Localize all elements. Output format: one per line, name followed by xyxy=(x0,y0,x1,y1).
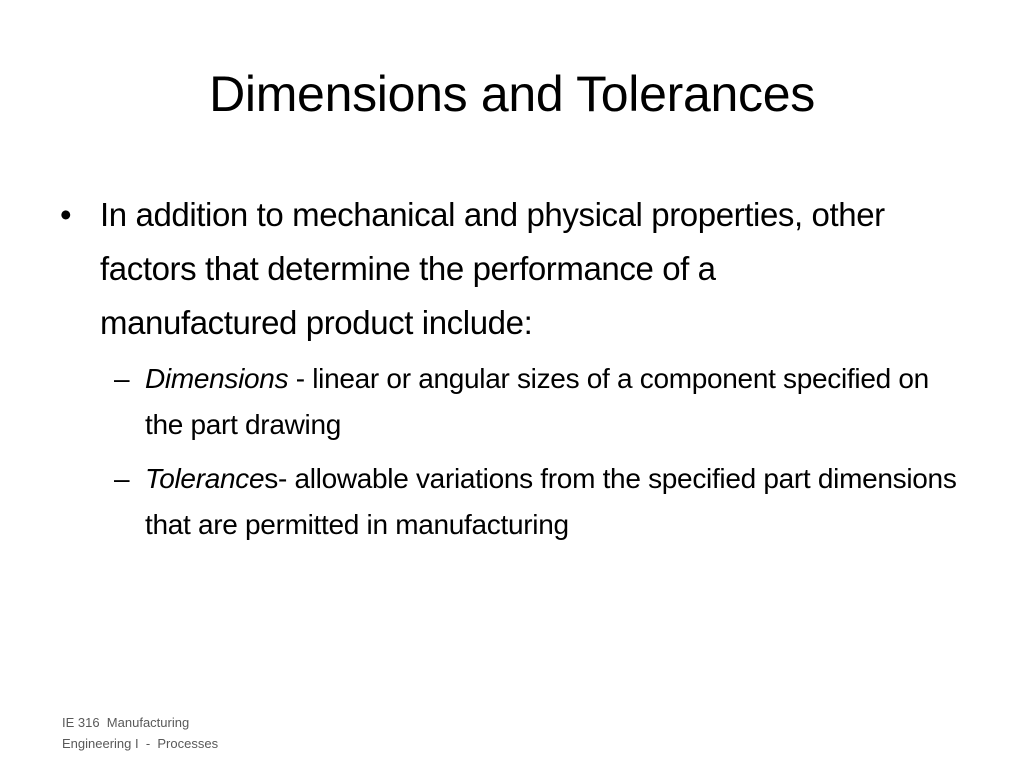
slide-footer xyxy=(62,712,218,754)
footer-line-1: IE 316 Manufacturing xyxy=(62,715,190,730)
sub-bullet-dimensions xyxy=(114,356,965,448)
footer-line-2: Engineering I - Processes xyxy=(62,736,219,751)
slide-title: Dimensions and Tolerances xyxy=(209,66,815,122)
sub-bullet-tolerances-text: s- allowable variations from the specified part dimensions that are permitted in manufacturing xyxy=(145,463,957,540)
slide-body xyxy=(60,188,980,548)
bullet-main-text: In addition to mechanical and physical properties, other factors that determine the performance of a manufactured product include: xyxy=(100,196,885,341)
dash-icon: – xyxy=(114,363,130,394)
dash-icon: – xyxy=(114,463,130,494)
term-tolerances: Tolerance xyxy=(145,463,265,494)
term-dimensions: Dimensions xyxy=(145,363,289,394)
bullet-dot-icon: • xyxy=(60,196,72,233)
bullet-main xyxy=(60,188,920,350)
sub-bullet-dimensions-text: - linear or angular sizes of a component specified on the part drawing xyxy=(145,363,929,440)
sub-bullet-tolerances xyxy=(114,456,965,548)
